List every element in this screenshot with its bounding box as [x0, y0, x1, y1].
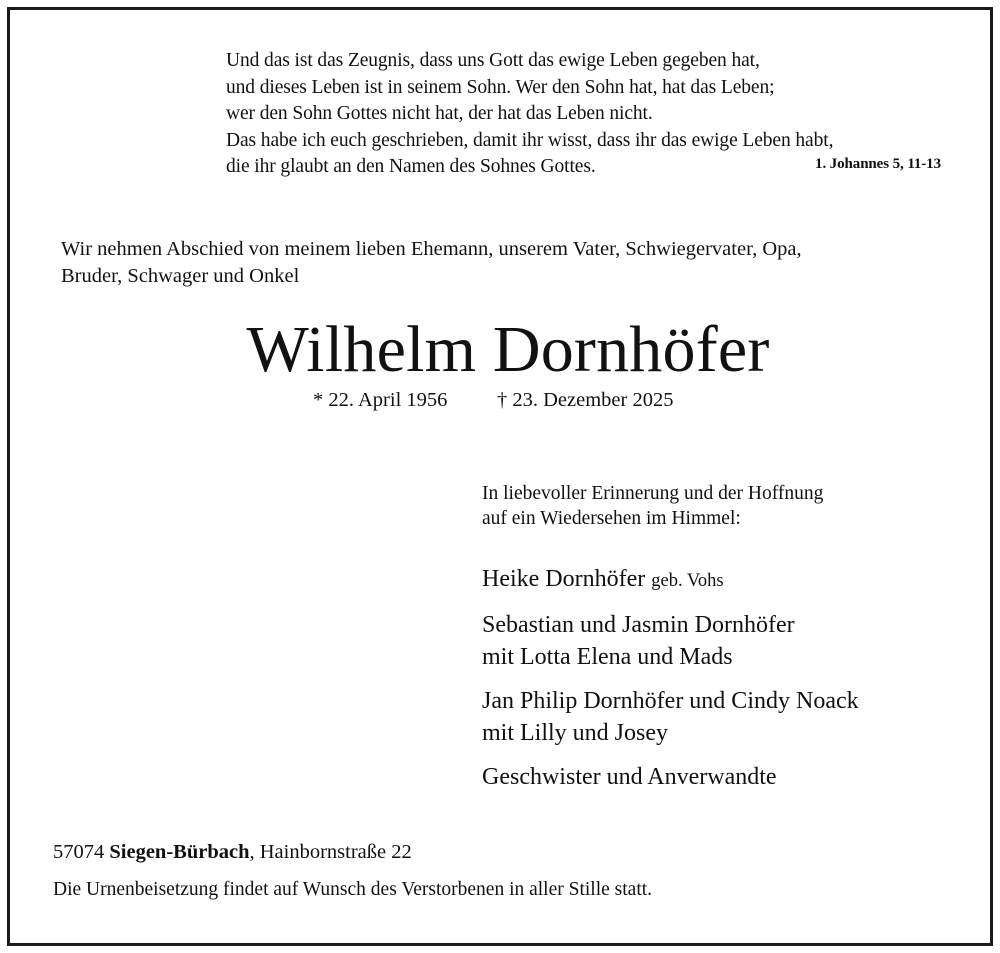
memory-text	[482, 481, 823, 531]
mourner-name: Heike Dornhöfer	[482, 566, 646, 592]
mourner-group	[482, 563, 859, 597]
mourner-line	[482, 563, 859, 597]
mourner-group	[482, 685, 859, 749]
verse-line: wer den Sohn Gottes nicht hat, der hat das Leben nicht.	[226, 103, 653, 124]
street: , Hainbornstraße 22	[249, 841, 412, 863]
intro-line: Wir nehmen Abschied von meinem lieben Ehemann, unserem Vater, Schwiegervater, Opa,	[61, 238, 802, 260]
verse-line: und dieses Leben ist in seinem Sohn. Wer den Sohn hat, hat das Leben;	[226, 76, 775, 98]
memory-line: auf ein Wiedersehen im Himmel:	[482, 508, 741, 529]
postcode: 57074	[53, 841, 105, 863]
verse-line: Das habe ich euch geschrieben, damit ihr wisst, dass ihr das ewige Leben habt,	[226, 129, 834, 151]
maiden-name: geb. Vohs	[651, 571, 724, 591]
farewell-intro	[61, 236, 802, 290]
family-address	[53, 839, 412, 865]
burial-notice: Die Urnenbeisetzung findet auf Wunsch des Verstorbenen in aller Stille statt.	[53, 879, 653, 900]
mourner-line: Jan Philip Dornhöfer und Cindy Noack	[482, 688, 859, 714]
deceased-name: Wilhelm Dornhöfer	[246, 313, 770, 386]
mourner-line: Geschwister und Anverwandte	[482, 764, 777, 790]
intro-line: Bruder, Schwager und Onkel	[61, 265, 300, 287]
mourner-group	[482, 761, 859, 793]
verse-line: Und das ist das Zeugnis, dass uns Gott das ewige Leben gegeben hat,	[226, 50, 760, 71]
death-date: † 23. Dezember 2025	[497, 389, 674, 411]
birth-date: * 22. April 1956	[313, 389, 448, 411]
memory-line: In liebevoller Erinnerung und der Hoffnung	[482, 483, 824, 504]
city: Siegen-Bürbach	[109, 841, 250, 863]
mourner-group	[482, 609, 859, 673]
verse-line: die ihr glaubt an den Namen des Sohnes Gottes.	[226, 156, 596, 177]
mourners-list	[482, 563, 859, 805]
bible-verse	[226, 48, 946, 181]
mourner-line: mit Lotta Elena und Mads	[482, 644, 733, 670]
verse-reference: 1. Johannes 5, 11-13	[815, 156, 941, 172]
mourner-line: Sebastian und Jasmin Dornhöfer	[482, 612, 795, 638]
mourner-line: mit Lilly und Josey	[482, 720, 668, 746]
